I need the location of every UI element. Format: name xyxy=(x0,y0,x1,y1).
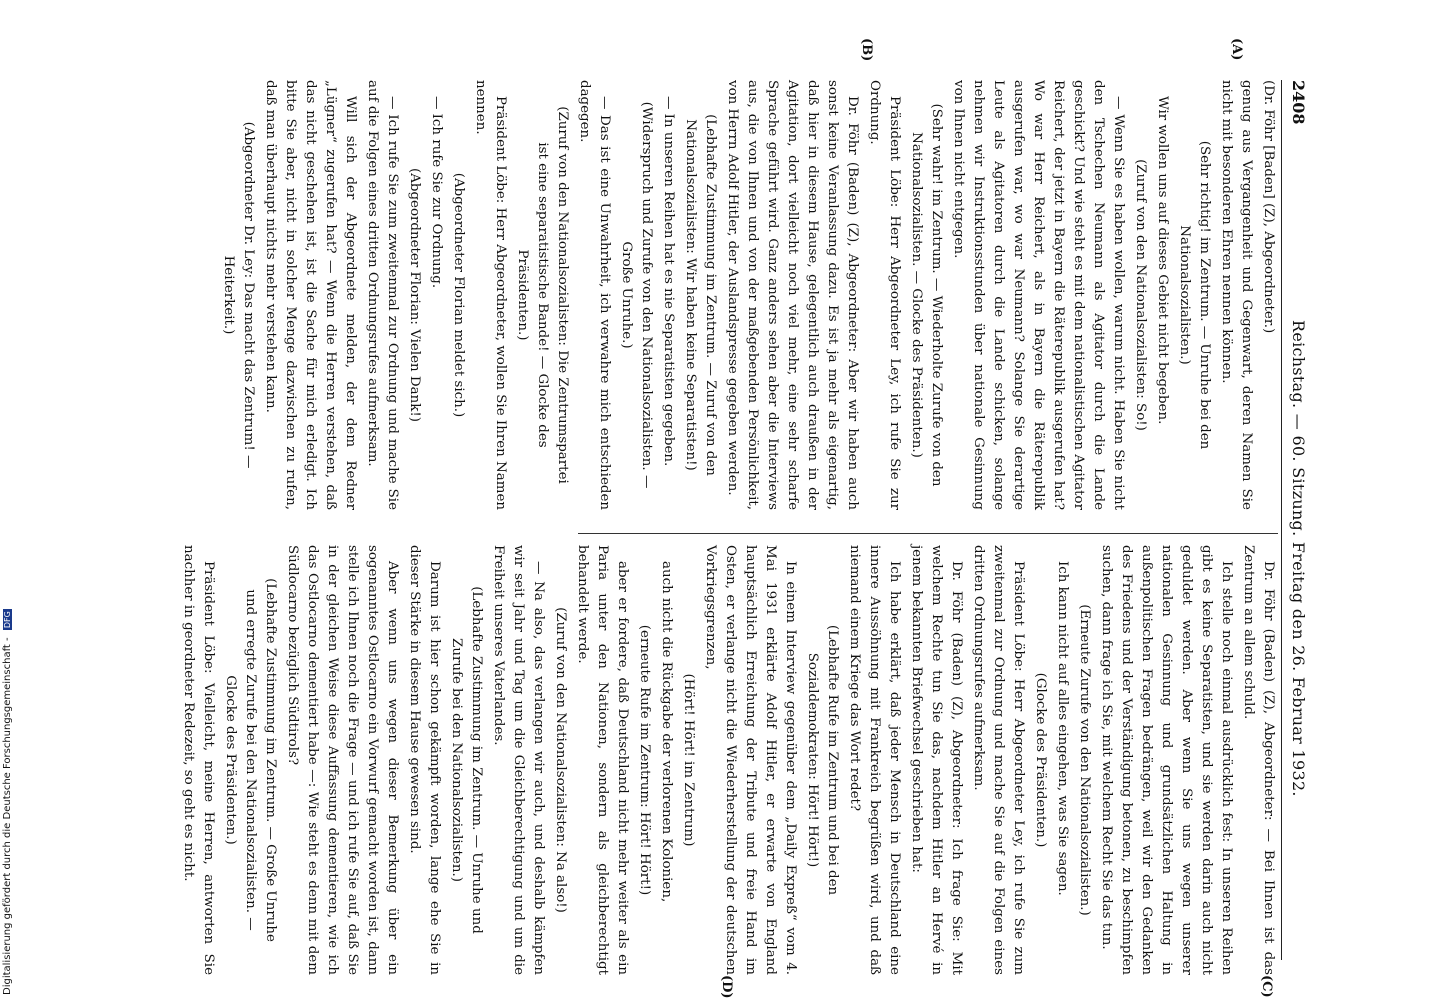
paragraph: Präsident Löbe: Vielleicht, meine Herren, antworten Sie nachher in geordneter Redezeit, so geht es nicht. xyxy=(181,545,216,975)
paragraph: Will sich der Abgeordnete melden, der dem Redner „Lügner“ zugerufen hat? — Wenn die Herren verstehen, daß das nicht geschehen ist, ist die Sache für mich erledigt. Ich bitte Sie aber, nicht in solcher Menge dazwischen zu rufen, daß man überhaupt nichts mehr verstehen kann. xyxy=(263,80,358,510)
interjection-text: (Zuruf von den Nationalsozialisten: So!) xyxy=(1133,159,1148,431)
paragraph: (Dr. Föhr [Baden] (Z), Abgeordneter.) xyxy=(1261,80,1276,334)
margin-mark-b: (B) xyxy=(859,38,874,62)
paragraph: aber er fordere, daß Deutschland nicht mehr weiter als ein Paria unter den Nationen, sondern als gleichberechtigt behandelt werde. xyxy=(575,545,630,975)
paragraph: Dr. Föhr (Baden) (Z), Abgeordneter: — Bei Ihnen ist das Zentrum an allem schuld. xyxy=(1241,545,1276,975)
paragraph: Aber wenn uns wegen dieser Bemerkung über ein sogenanntes Ostlocarno ein Vorwurf gemacht worden ist, dann stelle ich Ihnen noch die Frage — und ich rufe Sie auf, daß Sie in der gleichen Weise diese Auffassung dementieren, wie ich das Ostlocarno dementiert habe —: Wie steht es denn mit dem Südlocarno bezüglich Südtirols? xyxy=(285,545,400,975)
interjection-text: (Zuruf von den Nationalsozialisten: Die Zentrumspartei ist eine separatistische Bande! — Glocke des Präsidenten.) xyxy=(515,106,570,484)
dfg-logo: DFG xyxy=(3,611,12,629)
interjection-text: (Erneute Zurufe von den Nationalsozialisten.) xyxy=(1077,604,1092,916)
paragraph: — Ich rufe Sie zur Ordnung. xyxy=(429,96,444,289)
interjection-text: (Lebhafte Zustimmung im Zentrum. — Unruhe und Zurufe bei den Nationalsozialisten.) xyxy=(449,586,484,934)
paragraph: auch nicht die Rückgabe der verlorenen Kolonien, xyxy=(659,561,674,903)
page-number: 2408 xyxy=(1289,80,1308,125)
interjection-text: (Widerspruch und Zurufe von den Nationalsozialisten. — Große Unruhe.) xyxy=(619,101,654,489)
interjection-text: (Lebhafte Zustimmung im Zentrum. — Zuruf von den Nationalsozialisten: Wir haben keine Separatisten!) xyxy=(683,114,718,476)
paragraph: — Das ist eine Unwahrheit, ich verwahre mich entschieden dagegen. xyxy=(577,80,612,510)
paragraph: Ich kann nicht auf alles eingehen, was Sie sagen. xyxy=(1055,561,1070,896)
interjection-text: (Glocke des Präsidenten.) xyxy=(1033,672,1048,848)
margin-mark-a: (A) xyxy=(1229,38,1244,61)
left-text-column xyxy=(216,80,1278,510)
paragraph: Präsident Löbe: Herr Abgeordneter Ley, ich rufe Sie zur Ordnung. xyxy=(867,80,902,510)
paragraph: Darum ist hier schon gekämpft worden, lange ehe Sie in dieser Stärke in diesem Hause gewesen sind. xyxy=(407,545,442,975)
page-title: Reichstag. — 60. Sitzung. Freitag den 26. Februar 1932. xyxy=(1289,320,1308,797)
digitization-note: Digitalisierung gefördert durch die Deutsche Forschungsgemeinschaft - xyxy=(2,637,13,995)
column-separator xyxy=(578,533,1278,534)
interjection-text: (Abgeordneter Florian meldet sich.) xyxy=(451,172,466,418)
margin-mark-c: (C) xyxy=(1259,975,1274,998)
paragraph: Ich habe erklärt, daß jeder Mensch in Deutschland eine innere Aussöhnung mit Frankreich begrüßen wird, und daß niemand einem Kriege das Wort redet? xyxy=(847,545,902,975)
interjection-text: (Zuruf von den Nationalsozialisten: Na also!) xyxy=(553,607,568,913)
side-caption xyxy=(0,0,20,1000)
interjection-text: (Abgeordneter Florian: Vielen Dank!) xyxy=(407,168,422,422)
paragraph: Dr. Föhr (Baden) (Z), Abgeordneter: Aber wir haben auch sonst keine Veranlassung dazu. Es ist ja mehr als eigenartig, daß hier in diesem Hause, gelegentlich auch draußen in der Agitation, dort vielleicht noch viel mehr, eine sehr scharfe Sprache geführt wird. Ganz anders sehen aber die Interviews aus, die von Ihnen und von der maßgebenden Persönlichkeit, von Herrn Adolf Hitler, der Auslandspresse gegeben werden. xyxy=(725,80,860,510)
interjection-text: (Sehr wahr! im Zentrum. — Wiederholte Zurufe von den Nationalsozialisten. — Glocke des Präsidenten.) xyxy=(909,103,944,487)
paragraph: Wir wollen uns auf dieses Gebiet nicht begeben. xyxy=(1155,96,1170,425)
paragraph: — In unseren Reihen hat es nie Separatisten gegeben. xyxy=(661,96,676,467)
paragraph: Dr. Föhr (Baden) (Z), Abgeordneter: Ich frage Sie: Mit welchem Rechte tun Sie das, nachdem Hitler an Hervé in jenem bekannten Briefwechsel geschrieben hat: xyxy=(909,545,964,975)
paragraph: genug aus Vergangenheit und Gegenwart, deren Namen Sie nicht mit besonderen Ehren nennen können. xyxy=(1219,80,1254,510)
interjection-text: (Hört! Hört! im Zentrum) xyxy=(681,673,696,847)
interjection-text: (Lebhafte Rufe im Zentrum und bei den Sozialdemokraten: Hört! Hört!) xyxy=(805,624,840,896)
margin-mark-d: (D) xyxy=(719,975,734,999)
paragraph: — Ich rufe Sie zum zweitenmal zur Ordnung und mache Sie auf die Folgen eines dritten Ordnungsrufes aufmerksam. xyxy=(365,80,400,510)
interjection-text: (erneute Rufe im Zentrum: Hört! Hört!) xyxy=(637,624,652,896)
interjection-text: (Lebhafte Zustimmung im Zentrum. — Große Unruhe und erregte Zurufe bei den Nationalsozialisten. — Glocke des Präsidenten.) xyxy=(223,578,278,942)
paragraph: In einem Interview gegenüber dem „Daily Expreß“ vom 4. Mai 1931 erklärte Adolf Hitler, er erwarte von England hauptsächlich Erreichung der Tribute und freie Hand im Osten, er verlange nicht die Wiederherstellung der deutschen Vorkriegsgrenzen, xyxy=(703,545,798,975)
paragraph: — Wenn Sie es haben wollen, warum nicht. Haben Sie nicht den Tschechen Neumann als Agitator durch die Lande geschickt? Und wie steht es mit dem nationalistischen Agitator Reichert, der jetzt in Bayern die Räterepublik ausgerufen hat? Wo war Herr Reichert, als in Bayern die Räterepublik ausgerufen war, wo war Neumann? Solange Sie derartige Leute als Agitatoren durch die Lande schicken, solange nehmen wir Instruktionsstunden über nationale Gesinnung von Ihnen nicht entgegen. xyxy=(951,80,1126,511)
interjection-text: (Sehr richtig! im Zentrum. — Unruhe bei den Nationalsozialisten.) xyxy=(1177,140,1212,450)
paragraph: Ich stelle noch einmal ausdrücklich fest: In unseren Reihen gibt es keine Separatisten, und sie werden darin auch nicht geduldet werden. Aber wenn Sie uns wegen unserer nationalen Gesinnung und grundsätzlichen Haltung in außenpolitischen Fragen bedrängen, weil wir den Gedanken des Friedens und der Verständigung betonen, zu beschimpfen suchen, dann frage ich Sie, mit welchem Recht Sie das tun. xyxy=(1099,545,1234,975)
right-text-column xyxy=(176,545,1278,975)
paragraph: — Na also, das verlangen wir auch, und deshalb kämpfen wir seit Jahr und Tag um die Gleichberechtigung und um die Freiheit unseres Vaterlandes. xyxy=(491,545,546,975)
paragraph: Präsident Löbe: Herr Abgeordneter Ley, ich rufe Sie zum zweitenmal zur Ordnung und mache Sie auf die Folgen eines dritten Ordnungsrufes aufmerksam. xyxy=(971,545,1026,975)
paragraph: Präsident Löbe: Herr Abgeordneter, wollen Sie Ihren Namen nennen. xyxy=(473,80,508,510)
page-header xyxy=(1281,80,1316,960)
interjection-text: (Abgeordneter Dr. Ley: Das macht das Zentrum! — Heiterkeit.) xyxy=(221,121,256,469)
